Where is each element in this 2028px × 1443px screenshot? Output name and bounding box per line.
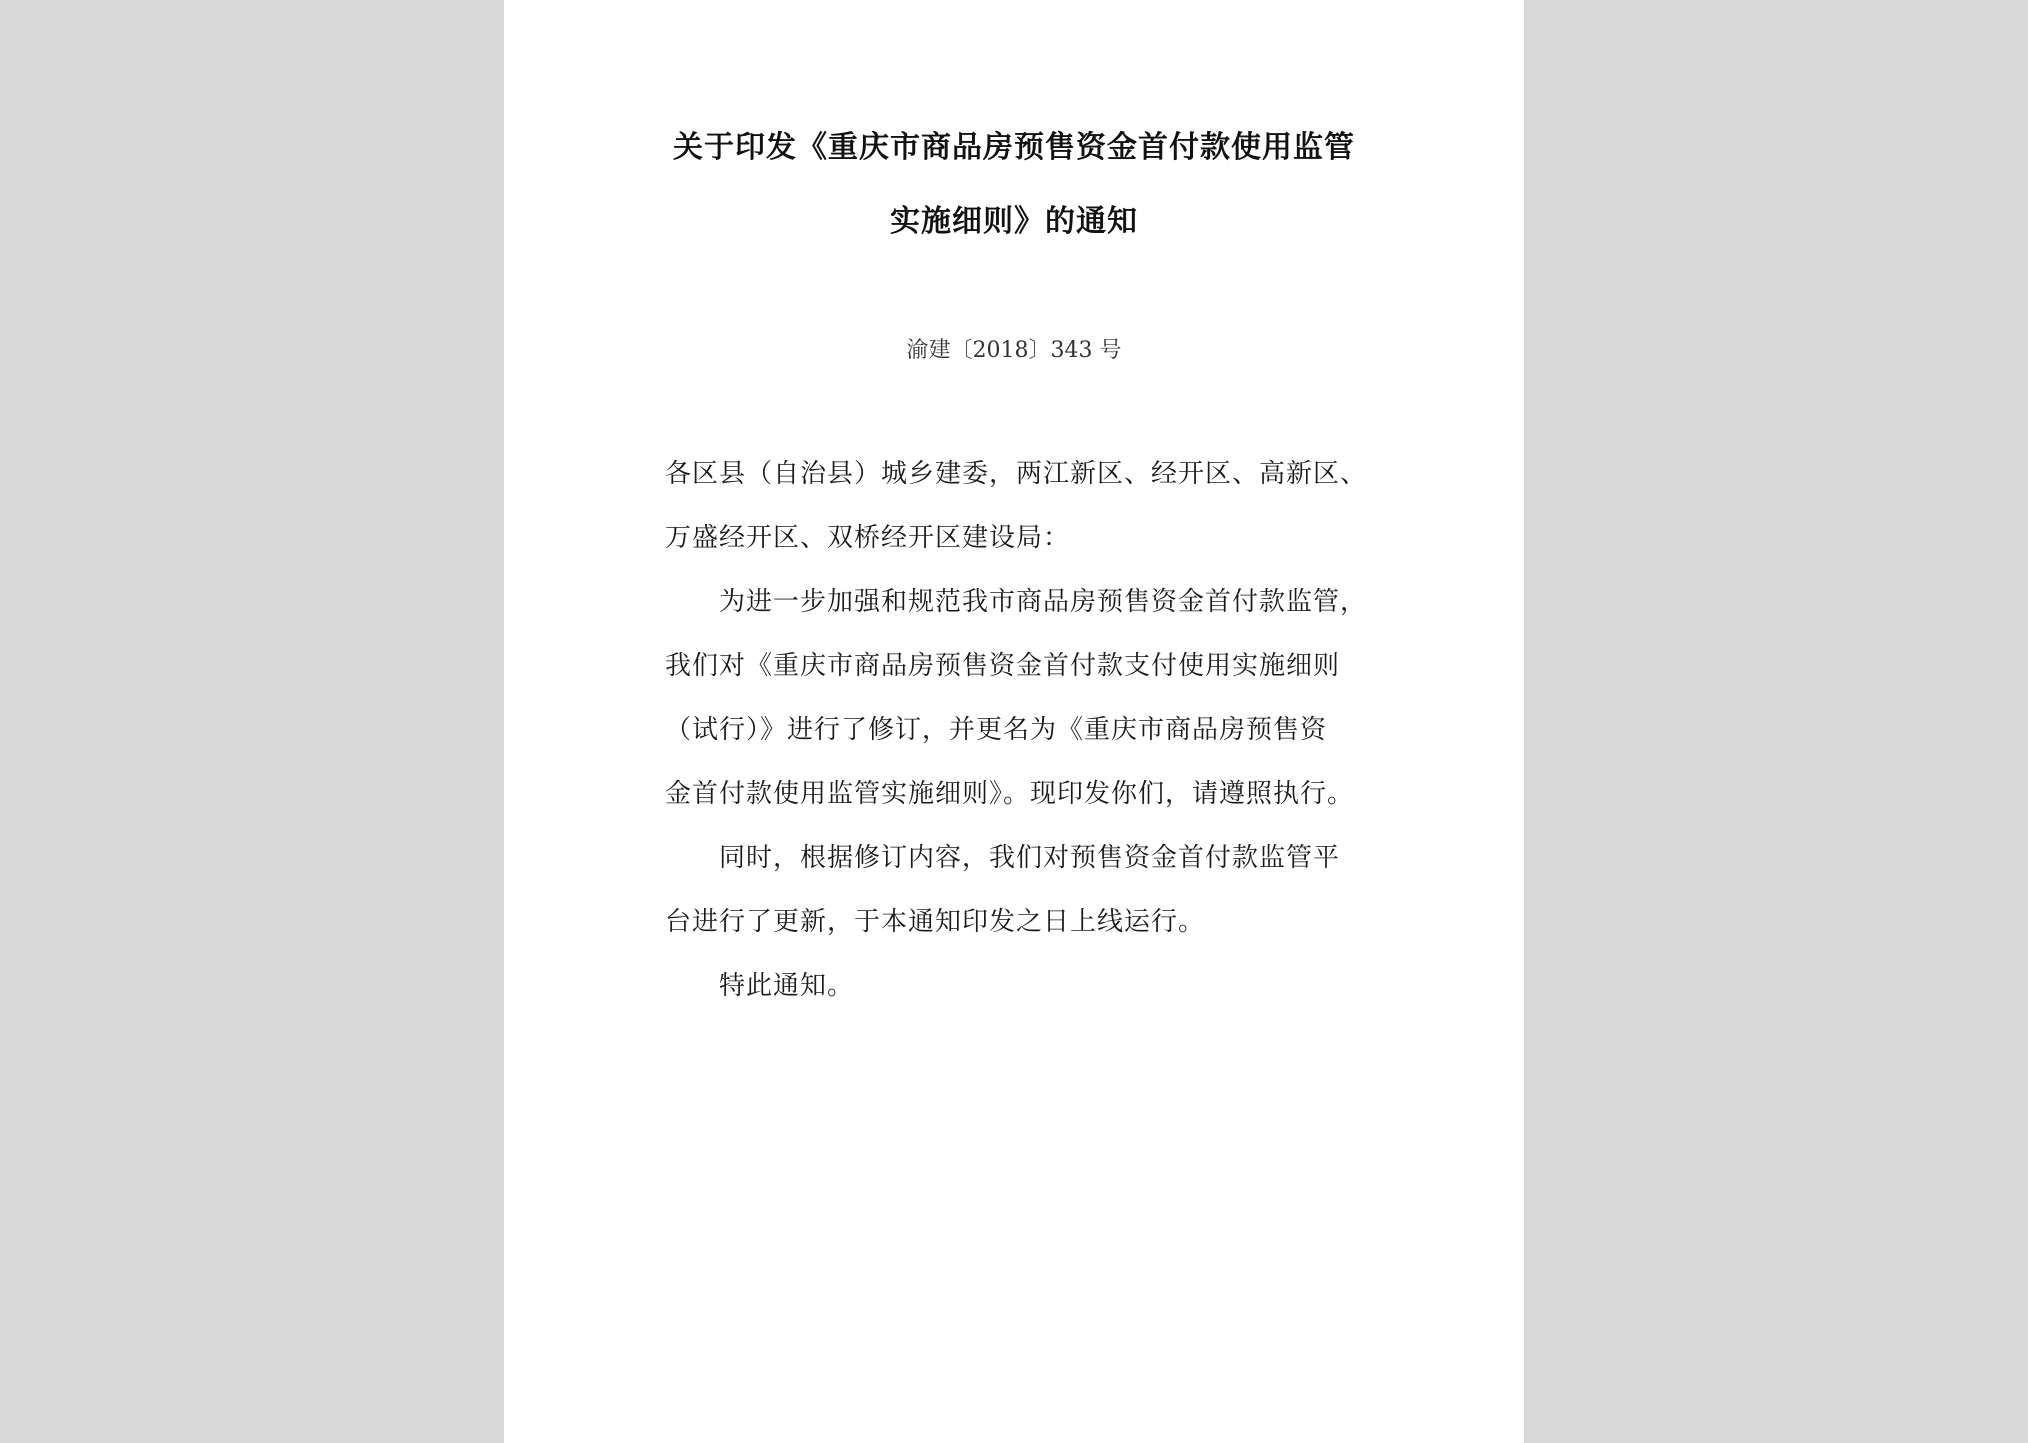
closing-line: 特此通知。	[719, 971, 855, 1001]
paragraph-2-line-1: 同时，根据修订内容，我们对预售资金首付款监管平	[719, 843, 1341, 873]
document-page	[504, 0, 1524, 1443]
paragraph-1-line-4: 金首付款使用监管实施细则》。现印发你们，请遵照执行。	[665, 779, 1355, 809]
addressee-line-2: 万盛经开区、双桥经开区建设局：	[665, 523, 1071, 553]
document-number: 渝建〔2018〕343 号	[906, 338, 1122, 363]
paragraph-2-line-2: 台进行了更新，于本通知印发之日上线运行。	[665, 907, 1206, 937]
paragraph-1-line-1: 为进一步加强和规范我市商品房预售资金首付款监管，	[719, 587, 1368, 617]
addressee-line-1: 各区县（自治县）城乡建委，两江新区、经开区、高新区、	[665, 459, 1368, 489]
paragraph-1-line-2: 我们对《重庆市商品房预售资金首付款支付使用实施细则	[665, 651, 1341, 681]
paragraph-1-line-3: （试行）》进行了修订，并更名为《重庆市商品房预售资	[665, 715, 1328, 745]
document-title-line-2: 实施细则》的通知	[890, 204, 1138, 239]
document-title-line-1: 关于印发《重庆市商品房预售资金首付款使用监管	[673, 130, 1355, 165]
